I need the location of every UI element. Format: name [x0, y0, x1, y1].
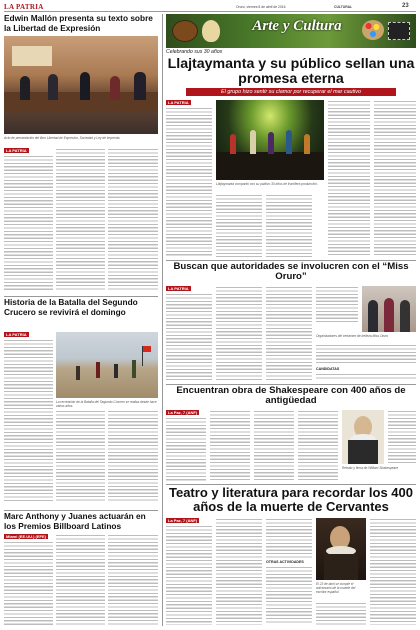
body-text-col5	[388, 410, 416, 464]
article-kicker: LA PATRIA	[168, 286, 189, 291]
body-text-col1	[4, 339, 53, 503]
photo-caption: Llajtaymanta compartió con su público 30 años de fructífera producción.	[216, 182, 318, 186]
subhead-bar	[186, 88, 396, 96]
battle-photo	[56, 332, 158, 398]
label-candidatas: CANDIDATAS	[316, 367, 340, 371]
body-text-col5	[374, 100, 416, 257]
photo-caption: La recreación de la Batalla del Segundo Crucero se realiza desde hace varios años.	[56, 400, 157, 408]
photo-caption: Retrato y firma de William Shakespeare	[342, 466, 399, 470]
article-kicker: LA PATRIA	[6, 148, 27, 153]
film-icon	[388, 22, 410, 40]
article-kicker: LA PATRIA	[168, 100, 189, 105]
cervantes-portrait	[316, 518, 366, 580]
body-text-col4	[298, 410, 338, 481]
body-text-col3	[266, 518, 312, 558]
supertitle: Celebrando sus 30 años	[166, 49, 223, 55]
body-text-col5	[316, 344, 416, 364]
article-kicker: LA PATRIA	[6, 332, 27, 337]
body-text-col4	[266, 566, 312, 625]
masthead	[4, 3, 416, 12]
article-batalla	[4, 298, 158, 508]
column-divider	[162, 14, 163, 626]
body-text-col1	[166, 525, 212, 625]
article-mallon	[4, 14, 158, 294]
article-llajtaymanta	[166, 48, 416, 258]
photo-caption: Acto de presentación del libro Libertad de Expresión, Sociedad y Ley de Imprenta.	[4, 136, 121, 140]
body-text-col6	[316, 373, 416, 381]
body-text-col2	[216, 194, 262, 257]
article-billboard	[4, 512, 158, 626]
article-kicker: La Paz, 7 (ANF)	[168, 518, 198, 523]
body-text-col3	[108, 148, 158, 291]
body-text-col1	[166, 293, 212, 381]
section-banner-title: Arte y Cultura	[252, 18, 342, 34]
body-text-col1	[166, 107, 212, 257]
body-text-col1	[4, 155, 53, 291]
headline: Buscan que autoridades se involucren con el “Miss Oruro”	[173, 261, 409, 283]
subhead-otras-actividades: OTRAS ACTIVIDADES	[266, 560, 304, 564]
palette-icon	[362, 20, 384, 40]
concert-photo	[216, 100, 324, 180]
guitar-icon	[172, 20, 198, 42]
body-text-col4	[316, 286, 358, 322]
body-text-col2	[56, 410, 105, 503]
headline: Edwin Mallón presenta su texto sobre la Libertad de Expresión	[4, 13, 153, 33]
paper-name: LA PATRIA	[4, 3, 44, 11]
body-text-col2	[216, 286, 262, 381]
section-banner	[166, 14, 416, 48]
body-text-col1	[4, 541, 53, 625]
body-text-col3	[266, 194, 312, 257]
subhead: El grupo hizo sentir su clamor por recuperar el mar cautivo	[221, 89, 361, 95]
body-text-col2	[56, 148, 105, 291]
event-photo	[4, 36, 158, 134]
photo-caption: Organizadores del certamen de belleza Miss Oruro	[316, 334, 389, 338]
headline: Llajtaymanta y su público sellan una promesa eterna	[167, 56, 415, 87]
body-text-col1	[166, 417, 206, 481]
body-text-col3	[266, 286, 312, 381]
photo-caption: El 23 de abril se cumple el aniversario de la muerte del escritor español.	[316, 582, 356, 594]
body-text-col4	[328, 100, 370, 257]
body-text-col3	[108, 534, 158, 625]
body-text-col3	[108, 410, 158, 503]
article-miss-oruro	[166, 262, 416, 382]
organizers-photo	[362, 286, 416, 332]
shakespeare-portrait	[342, 410, 384, 464]
article-kicker: Miami (EE.UU.) (EFE)	[6, 534, 47, 539]
article-kicker: La Paz, 7 (ANF)	[168, 410, 198, 415]
body-text-col2	[216, 518, 262, 625]
article-shakespeare	[166, 386, 416, 482]
headline: Encuentran obra de Shakespeare con 400 años de antigüedad	[176, 385, 406, 407]
page-number: 23	[402, 3, 409, 9]
body-text-col3	[254, 410, 294, 481]
headline: Historia de la Batalla del Segundo Crucero se revivirá el domingo	[4, 297, 138, 317]
headline: Marc Anthony y Juanes actuarán en los Premios Billboard Latinos	[4, 511, 146, 531]
body-text-col2	[210, 410, 250, 481]
mask-icon	[202, 20, 220, 42]
body-text-col2	[56, 534, 105, 625]
article-cervantes	[166, 486, 416, 626]
body-text-col5	[316, 602, 366, 625]
headline: Teatro y literatura para recordar los 400 años de la muerte de Cervantes	[169, 485, 413, 514]
date-line: Oruro, viernes 8 de abril de 2016	[236, 5, 286, 9]
section-name: CULTURAL	[334, 5, 353, 9]
body-text-col6	[370, 518, 416, 625]
